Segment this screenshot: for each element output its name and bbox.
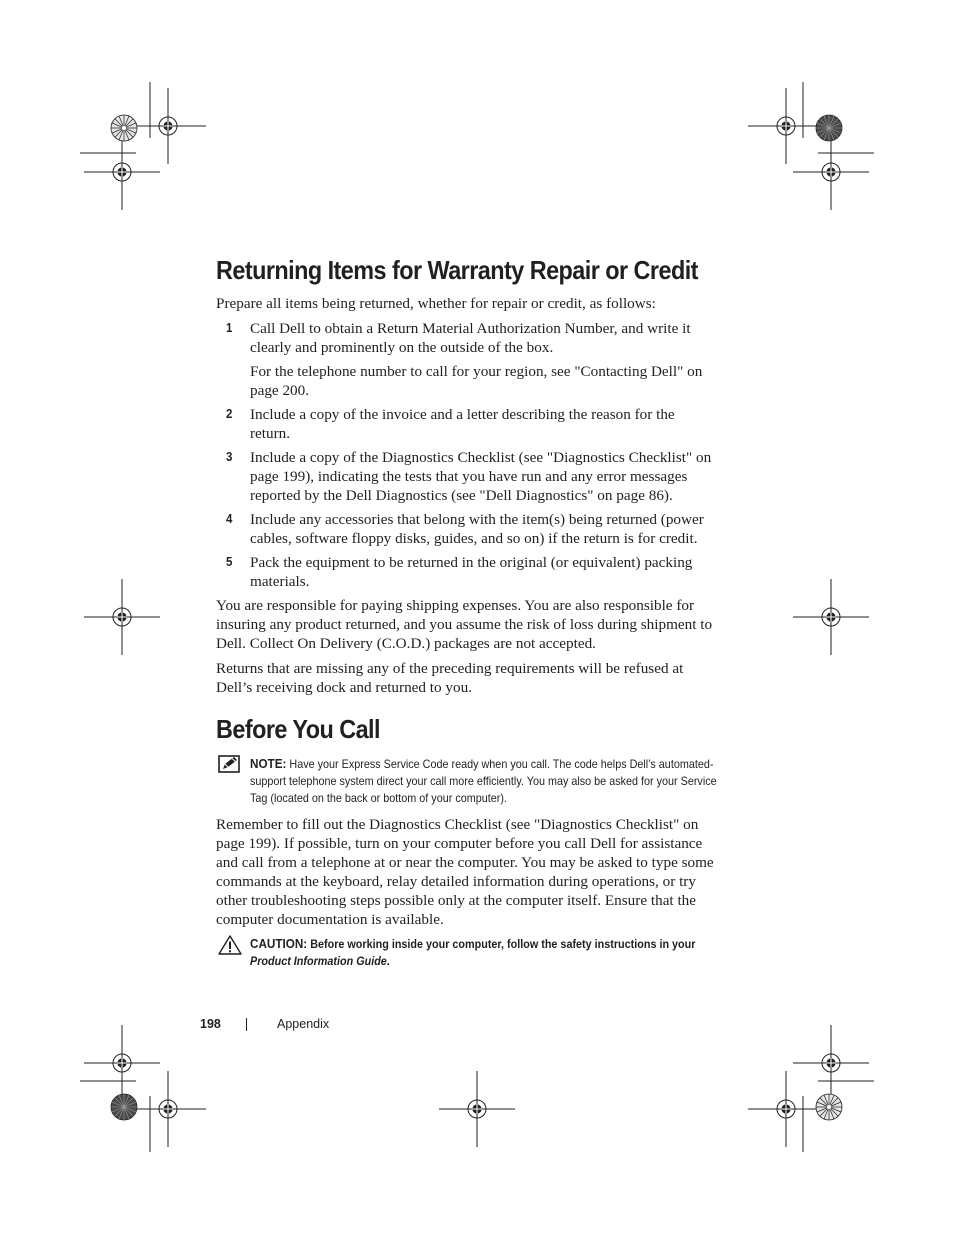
list-item-step-1: [216, 319, 716, 400]
step-number: 5: [226, 554, 233, 569]
warning-triangle-icon: [218, 935, 242, 960]
heading-returning-items: Returning Items for Warranty Repair or Credit: [216, 255, 698, 285]
caution-body: Before working inside your computer, follow the safety instructions in your: [310, 937, 696, 951]
list-item-step-5: [216, 553, 716, 591]
intro-paragraph: Prepare all items being returned, whether for repair or credit, as follows:: [216, 295, 656, 312]
list-item-step-3: [216, 448, 716, 505]
step-number: 4: [226, 511, 233, 526]
step-text: Pack the equipment to be returned in the original (or equivalent) packing materials.: [250, 554, 693, 590]
step-subtext: For the telephone number to call for your region, see "Contacting Dell" on page 200.: [250, 363, 703, 399]
step-text: Include a copy of the Diagnostics Checklist (see "Diagnostics Checklist" on page 199), indicating the tests that you have run and any error messages reported by the Dell Diagnostics (see "Dell Diagnostics" on page 86).: [250, 449, 712, 504]
shipping-paragraph: You are responsible for paying shipping expenses. You are also responsible for insuring any product returned, and you assume the risk of loss during shipment to Dell. Collect On Delivery (C.O.D.) packages are not accepted.: [216, 597, 713, 652]
note-pencil-icon: [218, 755, 240, 778]
step-number: 3: [226, 449, 233, 464]
before-call-paragraph: Remember to fill out the Diagnostics Checklist (see "Diagnostics Checklist" on page 199). If possible, turn on your computer before you call Dell for assistance and call from a telephone at or near the computer. You may be asked to type some commands at the keyboard, relay detailed information during operations, or try other troubleshooting steps possible only at the computer itself. Ensure that the computer documentation is available.: [216, 816, 714, 928]
note-body: Have your Express Service Code ready when you call. The code helps Dell’s automated-support telephone system direct your call more efficiently. You may also be asked for your Service Tag (located on the back or bottom of your computer).: [250, 757, 717, 805]
footer-section-label: Appendix: [277, 1017, 330, 1031]
caution-text: [250, 935, 718, 970]
footer-divider: [246, 1018, 247, 1031]
list-item-step-2: [216, 405, 716, 443]
caution-end: .: [386, 954, 390, 968]
note-text: [250, 755, 718, 807]
step-number: 2: [226, 406, 233, 421]
note-block: [216, 755, 716, 807]
guide-title: Product Information Guide: [250, 954, 387, 968]
caution-block: [216, 935, 716, 970]
step-text: Include a copy of the invoice and a letter describing the reason for the return.: [250, 406, 675, 442]
steps-list: [216, 319, 716, 591]
caution-label: CAUTION:: [250, 936, 308, 951]
step-text: Include any accessories that belong with the item(s) being returned (power cables, software floppy disks, guides, and so on) if the return is for credit.: [250, 511, 704, 547]
page-content: [216, 252, 716, 978]
heading-before-you-call: Before You Call: [216, 714, 380, 744]
page-number: 198: [200, 1017, 221, 1031]
note-label: NOTE:: [250, 756, 287, 771]
returns-paragraph: Returns that are missing any of the preceding requirements will be refused at Dell’s receiving dock and returned to you.: [216, 660, 684, 696]
step-text: Call Dell to obtain a Return Material Authorization Number, and write it clearly and prominently on the outside of the box.: [250, 320, 691, 356]
list-item-step-4: [216, 510, 716, 548]
step-number: 1: [226, 320, 233, 335]
